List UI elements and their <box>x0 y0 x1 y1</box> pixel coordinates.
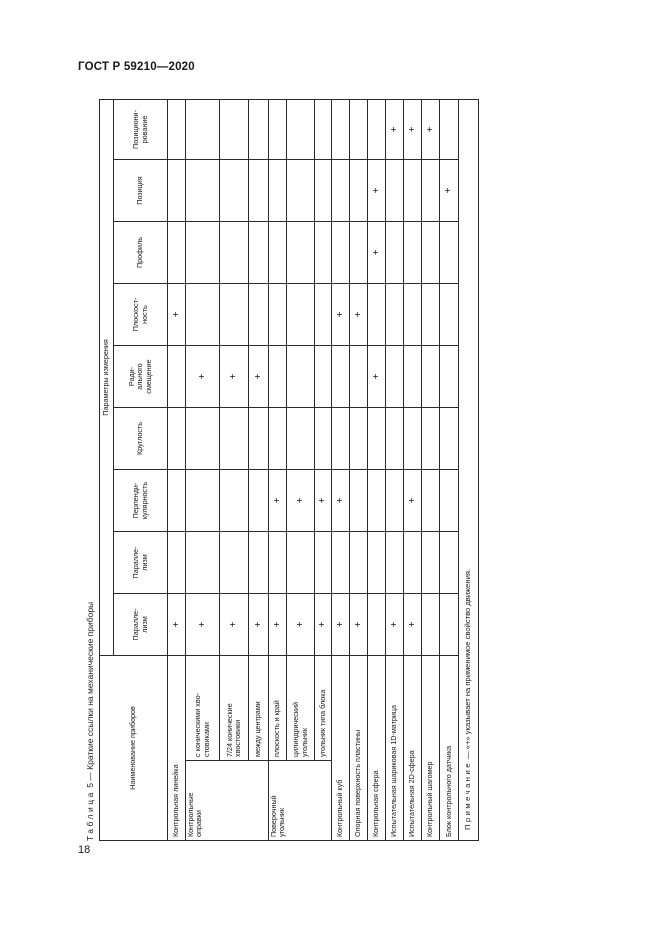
instrument-name: Блок контрольного датчика <box>440 656 459 841</box>
column-header: Ради- ального смещение <box>114 346 168 408</box>
empty-cell <box>287 99 315 159</box>
empty-cell <box>168 470 186 532</box>
empty-cell <box>220 284 249 346</box>
empty-cell <box>350 470 368 532</box>
plus-mark: + <box>186 346 220 408</box>
empty-cell <box>186 160 220 222</box>
empty-cell <box>269 408 287 470</box>
empty-cell <box>168 346 186 408</box>
empty-cell <box>440 222 459 284</box>
empty-cell <box>332 408 350 470</box>
empty-cell <box>249 222 269 284</box>
empty-cell <box>404 222 422 284</box>
empty-cell <box>422 408 440 470</box>
empty-cell <box>386 222 404 284</box>
instrument-name: Опорная поверхность пластины <box>350 656 368 841</box>
empty-cell <box>269 346 287 408</box>
empty-cell <box>440 284 459 346</box>
column-header: Круглость <box>114 408 168 470</box>
plus-mark: + <box>440 160 459 222</box>
empty-cell <box>168 532 186 594</box>
instrument-subtype: с коническими хво- стовиками <box>186 656 220 761</box>
empty-cell <box>350 222 368 284</box>
empty-cell <box>220 222 249 284</box>
empty-cell <box>404 532 422 594</box>
empty-cell <box>186 284 220 346</box>
plus-mark: + <box>332 594 350 656</box>
instrument-name: Испытательная 2D-сфера <box>404 656 422 841</box>
column-header: Плоскост- ность <box>114 284 168 346</box>
instrument-subtype: цилиндрический угольник <box>287 656 315 761</box>
empty-cell <box>368 408 386 470</box>
empty-cell <box>332 222 350 284</box>
plus-mark: + <box>368 160 386 222</box>
column-header: Перпенди- кулярность <box>114 470 168 532</box>
plus-mark: + <box>249 594 269 656</box>
empty-cell <box>350 346 368 408</box>
plus-mark: + <box>350 594 368 656</box>
empty-cell <box>368 532 386 594</box>
column-header: Паралле- лизм <box>114 594 168 656</box>
table-row <box>422 99 440 840</box>
instrument-subtype: угольник типа блока <box>315 656 332 761</box>
empty-cell <box>368 99 386 159</box>
plus-mark: + <box>287 470 315 532</box>
plus-mark: + <box>350 284 368 346</box>
plus-mark: + <box>287 594 315 656</box>
empty-cell <box>186 408 220 470</box>
empty-cell <box>287 346 315 408</box>
empty-cell <box>440 470 459 532</box>
empty-cell <box>350 99 368 159</box>
empty-cell <box>269 532 287 594</box>
instrument-subtype: между центрами <box>249 656 269 761</box>
empty-cell <box>404 346 422 408</box>
empty-cell <box>350 408 368 470</box>
empty-cell <box>269 284 287 346</box>
table-row <box>440 99 459 840</box>
plus-mark: + <box>220 594 249 656</box>
column-header: Паралле- лизм <box>114 532 168 594</box>
table-row <box>386 99 404 840</box>
plus-mark: + <box>269 470 287 532</box>
table-row <box>287 99 315 840</box>
empty-cell <box>440 408 459 470</box>
plus-mark: + <box>315 594 332 656</box>
empty-cell <box>168 160 186 222</box>
empty-cell <box>168 222 186 284</box>
instrument-name: Контрольный шагомер <box>422 656 440 841</box>
plus-mark: + <box>404 470 422 532</box>
empty-cell <box>315 532 332 594</box>
empty-cell <box>287 532 315 594</box>
table-row <box>168 99 186 840</box>
table-row <box>350 99 368 840</box>
empty-cell <box>220 532 249 594</box>
empty-cell <box>422 222 440 284</box>
empty-cell <box>186 470 220 532</box>
caption-title: 5 — Краткие ссылки на механические приборы <box>85 601 95 791</box>
empty-cell <box>269 160 287 222</box>
document-header: ГОСТ Р 59210—2020 <box>78 61 195 73</box>
plus-mark: + <box>404 99 422 159</box>
table-caption <box>85 602 99 841</box>
plus-mark: + <box>315 470 332 532</box>
empty-cell <box>287 222 315 284</box>
empty-cell <box>315 99 332 159</box>
empty-cell <box>404 284 422 346</box>
empty-cell <box>315 284 332 346</box>
empty-cell <box>386 346 404 408</box>
header-parameters-group: Параметры измерения <box>100 99 114 655</box>
plus-mark: + <box>269 594 287 656</box>
plus-mark: + <box>386 99 404 159</box>
empty-cell <box>249 470 269 532</box>
empty-cell <box>249 284 269 346</box>
empty-cell <box>422 594 440 656</box>
empty-cell <box>332 99 350 159</box>
empty-cell <box>350 532 368 594</box>
empty-cell <box>440 99 459 159</box>
empty-cell <box>422 346 440 408</box>
plus-mark: + <box>368 222 386 284</box>
plus-mark: + <box>186 594 220 656</box>
instruments-table <box>99 99 479 841</box>
empty-cell <box>315 222 332 284</box>
empty-cell <box>287 408 315 470</box>
plus-mark: + <box>386 594 404 656</box>
instrument-group: Контрольные оправки <box>186 761 269 841</box>
empty-cell <box>422 532 440 594</box>
plus-mark: + <box>368 346 386 408</box>
plus-mark: + <box>249 346 269 408</box>
empty-cell <box>315 160 332 222</box>
column-header: Позиция <box>114 160 168 222</box>
rotated-table-block <box>85 99 487 841</box>
plus-mark: + <box>220 346 249 408</box>
table-row <box>315 99 332 840</box>
plus-mark: + <box>422 99 440 159</box>
header-instrument-name: Наименование приборов <box>100 656 168 841</box>
empty-cell <box>440 532 459 594</box>
empty-cell <box>269 99 287 159</box>
empty-cell <box>220 470 249 532</box>
empty-cell <box>186 99 220 159</box>
instrument-subtype: 7/24 конические хвостовики <box>220 656 249 761</box>
empty-cell <box>440 594 459 656</box>
table-row <box>220 99 249 840</box>
empty-cell <box>404 160 422 222</box>
note-row <box>459 99 479 840</box>
plus-mark: + <box>332 284 350 346</box>
empty-cell <box>386 408 404 470</box>
empty-cell <box>249 160 269 222</box>
empty-cell <box>386 160 404 222</box>
empty-cell <box>368 284 386 346</box>
plus-mark: + <box>168 594 186 656</box>
table-row <box>368 99 386 840</box>
empty-cell <box>350 160 368 222</box>
table-row <box>186 99 220 840</box>
empty-cell <box>332 160 350 222</box>
plus-mark: + <box>168 284 186 346</box>
note-label: Примечание <box>463 761 473 830</box>
empty-cell <box>404 408 422 470</box>
empty-cell <box>168 408 186 470</box>
table-row <box>404 99 422 840</box>
empty-cell <box>220 160 249 222</box>
empty-cell <box>368 594 386 656</box>
empty-cell <box>422 284 440 346</box>
empty-cell <box>386 284 404 346</box>
instrument-name: Испытательная шариковая 1D-матрица <box>386 656 404 841</box>
empty-cell <box>332 346 350 408</box>
caption-label: Таблица <box>85 790 95 841</box>
empty-cell <box>287 160 315 222</box>
empty-cell <box>269 222 287 284</box>
empty-cell <box>386 532 404 594</box>
empty-cell <box>220 408 249 470</box>
instrument-name: Контрольная линейка <box>168 656 186 841</box>
empty-cell <box>249 408 269 470</box>
empty-cell <box>332 532 350 594</box>
empty-cell <box>287 284 315 346</box>
empty-cell <box>315 408 332 470</box>
empty-cell <box>220 99 249 159</box>
empty-cell <box>315 346 332 408</box>
instrument-name: Контрольный куб <box>332 656 350 841</box>
empty-cell <box>186 532 220 594</box>
empty-cell <box>249 532 269 594</box>
instrument-subtype: плоскость и край <box>269 656 287 761</box>
instrument-group: Поверочный угольник <box>269 761 332 841</box>
table-row <box>332 99 350 840</box>
empty-cell <box>249 99 269 159</box>
instrument-name: Контрольная сфера <box>368 656 386 841</box>
table-row <box>249 99 269 840</box>
empty-cell <box>440 346 459 408</box>
page-number: 18 <box>78 844 91 856</box>
empty-cell <box>422 160 440 222</box>
empty-cell <box>422 470 440 532</box>
note-text: — «+» указывает на применимое свойство движения. <box>463 568 473 762</box>
plus-mark: + <box>332 470 350 532</box>
plus-mark: + <box>404 594 422 656</box>
header-row-group <box>100 99 114 840</box>
column-header: Профиль <box>114 222 168 284</box>
empty-cell <box>368 470 386 532</box>
column-header: Позициони- рование <box>114 99 168 159</box>
empty-cell <box>186 222 220 284</box>
empty-cell <box>386 470 404 532</box>
empty-cell <box>168 99 186 159</box>
table-row <box>269 99 287 840</box>
table-note <box>459 99 479 840</box>
